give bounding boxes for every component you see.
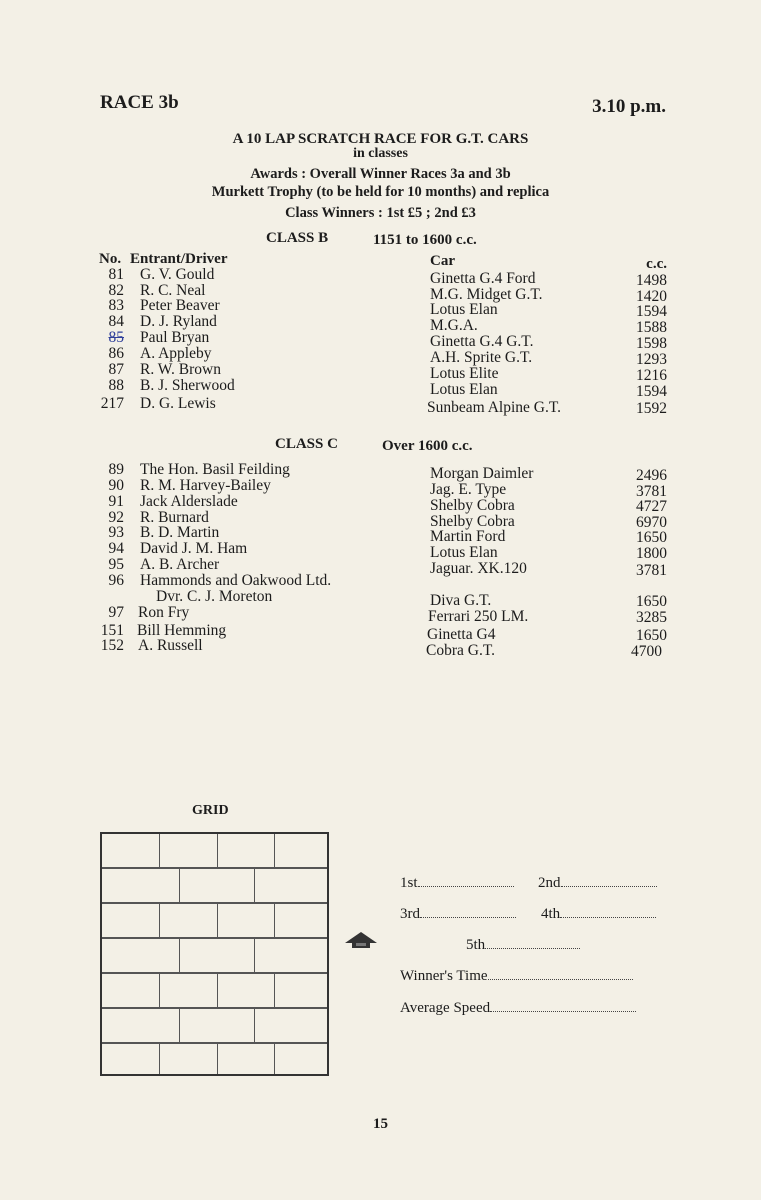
grid-line: [274, 974, 275, 1007]
col-entrant: Entrant/Driver: [130, 251, 228, 267]
grid-line: [159, 904, 160, 937]
entry-number-struck: 85: [108, 329, 124, 346]
entry-car: M.G. Midget G.T.: [430, 286, 543, 303]
entry-driver: B. J. Sherwood: [140, 377, 235, 394]
entry-car: Ginetta G.4 G.T.: [430, 333, 534, 350]
entry-driver: A. Russell: [138, 637, 203, 654]
entry-car: Martin Ford: [430, 528, 506, 545]
entry-cc: 6970: [636, 514, 667, 531]
entry-number: 88: [108, 377, 124, 394]
grid-line: [102, 937, 327, 939]
result-fifth-label: 5th: [466, 937, 486, 953]
grid-line: [274, 1044, 275, 1074]
entry-driver: D. J. Ryland: [140, 313, 217, 330]
entry-driver: R. W. Brown: [140, 361, 221, 378]
entry-car: Cobra G.T.: [426, 642, 496, 659]
winners-time-label: Winner's Time: [400, 968, 488, 984]
grid-line: [102, 972, 327, 974]
result-second-label: 2nd: [538, 875, 561, 891]
col-no: No.: [99, 251, 122, 267]
entry-number: 87: [108, 361, 124, 378]
entry-car: Ferrari 250 LM.: [428, 608, 529, 625]
class-c-label: CLASS C: [275, 436, 338, 452]
grid-line: [179, 939, 180, 972]
grid-line: [179, 869, 180, 902]
entry-number: 91: [108, 493, 124, 510]
entry-cc: 4727: [636, 498, 667, 515]
entry-number: 97: [108, 604, 124, 621]
entry-cc: 1598: [636, 335, 667, 352]
result-first-blank: [418, 874, 514, 887]
entry-driver: A. Appleby: [140, 345, 212, 362]
entry-driver: Peter Beaver: [140, 297, 220, 314]
class-b-label: CLASS B: [266, 230, 329, 246]
entry-number: 94: [108, 540, 124, 557]
entry-cc: 3781: [636, 562, 667, 579]
entry-driver: R. C. Neal: [140, 282, 206, 299]
entry-cc: 1216: [636, 367, 667, 384]
entry-car: Jag. E. Type: [430, 481, 507, 498]
result-third: [400, 905, 516, 923]
winners-time: [400, 967, 633, 985]
entry-number: 86: [108, 345, 124, 362]
entry-car: Lotus Elan: [430, 301, 498, 318]
entry-car: Morgan Daimler: [430, 465, 534, 482]
entry-car: Ginetta G.4 Ford: [430, 270, 536, 287]
race-number: RACE 3b: [100, 92, 179, 113]
entry-driver: B. D. Martin: [140, 524, 220, 541]
entry-cc: 2496: [636, 467, 667, 484]
entry-cc: 1650: [636, 593, 667, 610]
entry-driver: The Hon. Basil Feilding: [140, 461, 290, 478]
average-speed-blank: [490, 999, 636, 1012]
grid-line: [217, 1044, 218, 1074]
result-third-blank: [420, 905, 516, 918]
awards-line: Awards : Overall Winner Races 3a and 3b: [250, 166, 511, 182]
entry-cc: 1594: [636, 383, 667, 400]
entry-car: Ginetta G4: [427, 626, 496, 643]
entry-number: 152: [100, 637, 124, 654]
entry-cc: 1594: [636, 303, 667, 320]
entry-driver: R. Burnard: [140, 509, 209, 526]
entry-cc: 1588: [636, 319, 667, 336]
entry-number: 81: [108, 266, 124, 283]
grid-line: [254, 939, 255, 972]
entry-car: Shelby Cobra: [430, 513, 515, 530]
entry-driver: Bill Hemming: [137, 622, 227, 639]
entry-driver: Paul Bryan: [140, 329, 210, 346]
entry-driver: G. V. Gould: [140, 266, 215, 283]
class-winners-line: Class Winners : 1st £5 ; 2nd £3: [285, 205, 476, 221]
entry-number: 217: [100, 395, 124, 412]
race-time: 3.10 p.m.: [592, 96, 666, 117]
grid-title: GRID: [192, 803, 229, 818]
race-subtitle: in classes: [353, 146, 408, 161]
entry-number: 89: [108, 461, 124, 478]
entry-cc: 1650: [636, 529, 667, 546]
entry-driver: Jack Alderslade: [140, 493, 238, 510]
direction-arrow-icon: [344, 931, 378, 949]
entry-cc: 1592: [636, 400, 667, 417]
entry-car: A.H. Sprite G.T.: [430, 349, 533, 366]
class-b-range: 1151 to 1600 c.c.: [373, 232, 477, 248]
entry-number: 83: [108, 297, 124, 314]
entry-number: 151: [100, 622, 124, 639]
entry-car: Lotus Elan: [430, 544, 498, 561]
grid-line: [102, 1042, 327, 1044]
entry-number: 92: [108, 509, 124, 526]
grid-line: [102, 867, 327, 869]
entry-number: 96: [108, 572, 124, 589]
page-number: 15: [373, 1116, 388, 1132]
result-third-label: 3rd: [400, 906, 420, 922]
grid-line: [179, 1009, 180, 1042]
entry-driver: David J. M. Ham: [140, 540, 248, 557]
grid-line: [159, 1044, 160, 1074]
starting-grid: [100, 832, 329, 1076]
average-speed: [400, 999, 636, 1017]
winners-time-blank: [488, 967, 633, 980]
grid-line: [102, 902, 327, 904]
result-second: [538, 874, 657, 892]
entry-number: 84: [108, 313, 124, 330]
entry-driver: Ron Fry: [138, 604, 190, 621]
race-title: A 10 LAP SCRATCH RACE FOR G.T. CARS: [232, 131, 529, 147]
entry-car: Lotus Elite: [430, 365, 499, 382]
trophy-line: Murkett Trophy (to be held for 10 months) and replica: [211, 184, 550, 200]
grid-line: [102, 1007, 327, 1009]
entry-number: 82: [108, 282, 124, 299]
entry-number: 93: [108, 524, 124, 541]
grid-line: [217, 974, 218, 1007]
col-cc: c.c.: [646, 256, 667, 272]
entry-driver-2: Dvr. C. J. Moreton: [156, 588, 273, 605]
result-fourth-label: 4th: [541, 906, 561, 922]
entry-driver: Hammonds and Oakwood Ltd.: [140, 572, 332, 589]
result-fifth-blank: [485, 936, 580, 949]
result-first-label: 1st: [400, 875, 418, 891]
result-fifth: [466, 936, 580, 954]
entry-car: Diva G.T.: [430, 592, 492, 609]
result-fourth-blank: [560, 905, 656, 918]
entry-cc: 1420: [636, 288, 667, 305]
entry-car: Lotus Elan: [430, 381, 498, 398]
entry-cc: 1650: [636, 627, 667, 644]
col-car: Car: [430, 253, 455, 269]
entry-cc: 1498: [636, 272, 667, 289]
grid-line: [254, 869, 255, 902]
entry-cc: 1293: [636, 351, 667, 368]
entry-driver: A. B. Archer: [140, 556, 220, 573]
entry-car: Sunbeam Alpine G.T.: [427, 399, 562, 416]
entry-cc: 1800: [636, 545, 667, 562]
entry-number: 90: [108, 477, 124, 494]
entry-car: Shelby Cobra: [430, 497, 515, 514]
grid-line: [254, 1009, 255, 1042]
grid-line: [217, 904, 218, 937]
entry-driver: D. G. Lewis: [140, 395, 216, 412]
class-c-range: Over 1600 c.c.: [382, 438, 473, 454]
entry-cc: 4700: [631, 643, 662, 660]
grid-line: [159, 974, 160, 1007]
grid-line: [274, 904, 275, 937]
entry-cc: 3781: [636, 483, 667, 500]
result-fourth: [541, 905, 656, 923]
entry-cc: 3285: [636, 609, 667, 626]
average-speed-label: Average Speed: [400, 1000, 491, 1016]
entry-number: 95: [108, 556, 124, 573]
result-second-blank: [561, 874, 657, 887]
grid-line: [217, 834, 218, 867]
result-first: [400, 874, 514, 892]
grid-line: [274, 834, 275, 867]
entry-car: Jaguar. XK.120: [430, 560, 527, 577]
entry-driver: R. M. Harvey-Bailey: [140, 477, 271, 494]
entry-car: M.G.A.: [430, 317, 478, 334]
grid-line: [159, 834, 160, 867]
